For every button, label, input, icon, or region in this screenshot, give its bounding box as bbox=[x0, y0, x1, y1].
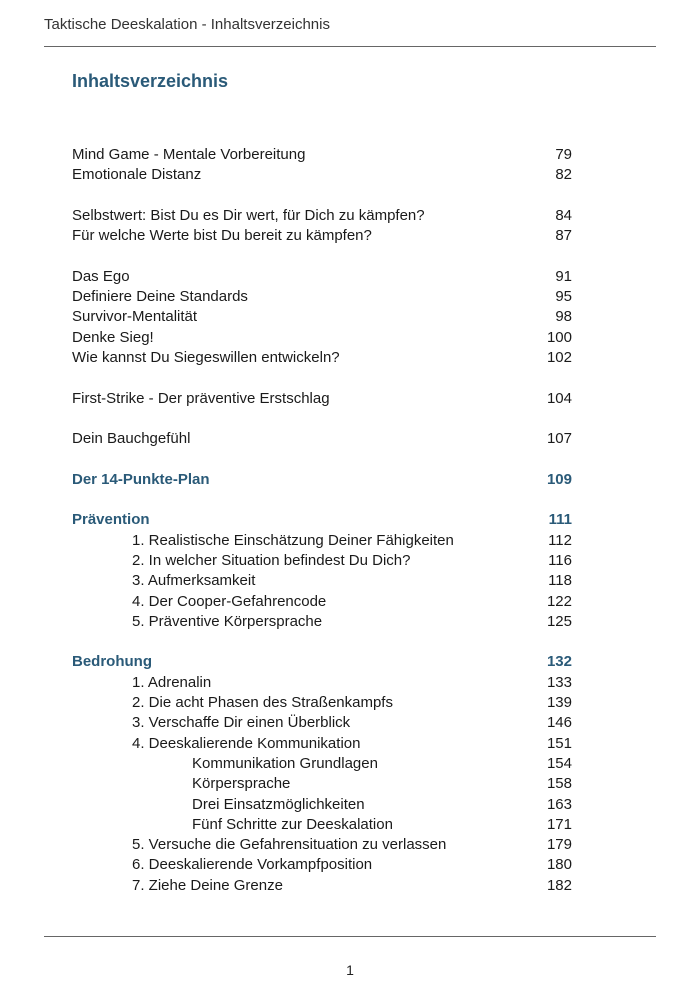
toc-entry[interactable] bbox=[72, 673, 572, 693]
toc-entry[interactable] bbox=[72, 795, 572, 815]
toc-entry-title: Das Ego bbox=[72, 267, 130, 285]
toc-entry[interactable] bbox=[72, 145, 572, 165]
toc-group-gap bbox=[72, 449, 572, 469]
toc-entry-page: 179 bbox=[546, 836, 572, 854]
toc-entry-page: 91 bbox=[555, 267, 572, 285]
toc-entry-page: 118 bbox=[548, 572, 572, 590]
toc-entry[interactable] bbox=[72, 754, 572, 774]
toc-entry-title: Kommunikation Grundlagen bbox=[192, 754, 378, 772]
toc-entry[interactable] bbox=[72, 835, 572, 855]
toc-entry-title: Denke Sieg! bbox=[72, 328, 154, 346]
toc-entry-title: 3. Verschaffe Dir einen Überblick bbox=[132, 714, 351, 732]
toc-entry-page: 163 bbox=[546, 795, 572, 813]
toc-entry[interactable] bbox=[72, 165, 572, 185]
toc-entry[interactable] bbox=[72, 855, 572, 875]
toc-entry[interactable] bbox=[72, 267, 572, 287]
toc-title: Inhaltsverzeichnis bbox=[72, 71, 229, 91]
toc-entry[interactable] bbox=[72, 713, 572, 733]
toc-entry-page: 95 bbox=[555, 288, 572, 306]
toc-entry-title: 6. Deeskalierende Vorkampfposition bbox=[132, 856, 373, 874]
toc-entry-title: 4. Der Cooper-Gefahrencode bbox=[132, 592, 327, 610]
toc-section-heading[interactable] bbox=[72, 510, 572, 530]
toc-entry[interactable] bbox=[72, 551, 572, 571]
toc-entry-title: Für welche Werte bist Du bereit zu kämpfen? bbox=[72, 227, 372, 245]
toc-entry-page: 154 bbox=[546, 754, 572, 772]
table-of-contents bbox=[72, 145, 572, 896]
toc-entry-title: Körpersprache bbox=[192, 775, 291, 793]
running-header: Taktische Deeskalation - Inhaltsverzeichnis bbox=[44, 16, 330, 33]
toc-entry-page: 180 bbox=[546, 856, 572, 874]
toc-group-gap bbox=[72, 368, 572, 388]
toc-entry-title: 1. Adrenalin bbox=[132, 673, 212, 691]
toc-entry-title: Der 14-Punkte-Plan bbox=[72, 470, 210, 488]
toc-group-gap bbox=[72, 186, 572, 206]
footer-divider bbox=[44, 936, 656, 937]
toc-entry-title: 5. Versuche die Gefahrensituation zu verlassen bbox=[132, 836, 447, 854]
toc-entry-page: 109 bbox=[546, 470, 572, 488]
toc-group-gap bbox=[72, 632, 572, 652]
page-number: 1 bbox=[346, 962, 354, 978]
toc-entry-page: 82 bbox=[555, 166, 572, 184]
toc-entry-page: 112 bbox=[548, 531, 572, 549]
toc-entry-page: 133 bbox=[546, 673, 572, 691]
toc-entry-page: 171 bbox=[546, 815, 572, 833]
toc-entry-title: Bedrohung bbox=[72, 653, 152, 671]
toc-entry-page: 132 bbox=[546, 653, 572, 671]
toc-entry[interactable] bbox=[72, 693, 572, 713]
toc-entry-title: 2. Die acht Phasen des Straßenkampfs bbox=[132, 694, 393, 712]
toc-entry-title: First-Strike - Der präventive Erstschlag bbox=[72, 389, 330, 407]
toc-group-gap bbox=[72, 409, 572, 429]
toc-entry[interactable] bbox=[72, 389, 572, 409]
toc-entry-title: Survivor-Mentalität bbox=[72, 308, 198, 326]
toc-entry[interactable] bbox=[72, 531, 572, 551]
toc-entry-title: 1. Realistische Einschätzung Deiner Fähigkeiten bbox=[132, 531, 454, 549]
toc-entry[interactable] bbox=[72, 571, 572, 591]
toc-entry-title: 5. Präventive Körpersprache bbox=[132, 612, 323, 630]
toc-group-gap bbox=[72, 490, 572, 510]
toc-entry-page: 87 bbox=[555, 227, 572, 245]
toc-entry[interactable] bbox=[72, 287, 572, 307]
toc-entry[interactable] bbox=[72, 734, 572, 754]
toc-entry-page: 151 bbox=[546, 734, 572, 752]
toc-entry-title: Drei Einsatzmöglichkeiten bbox=[192, 795, 365, 813]
toc-entry[interactable] bbox=[72, 592, 572, 612]
toc-entry-page: 100 bbox=[546, 328, 572, 346]
toc-section-heading[interactable] bbox=[72, 470, 572, 490]
toc-entry-page: 125 bbox=[546, 612, 572, 630]
toc-entry-page: 182 bbox=[546, 876, 572, 894]
toc-entry[interactable] bbox=[72, 206, 572, 226]
toc-entry[interactable] bbox=[72, 226, 572, 246]
toc-entry-page: 158 bbox=[546, 775, 572, 793]
toc-entry-title: 7. Ziehe Deine Grenze bbox=[132, 876, 283, 894]
toc-entry-title: Definiere Deine Standards bbox=[72, 288, 248, 306]
toc-entry[interactable] bbox=[72, 429, 572, 449]
toc-entry[interactable] bbox=[72, 876, 572, 896]
toc-entry-page: 79 bbox=[555, 146, 572, 163]
toc-entry-title: Fünf Schritte zur Deeskalation bbox=[192, 815, 393, 833]
toc-entry-title: Dein Bauchgefühl bbox=[72, 430, 191, 448]
toc-entry-page: 146 bbox=[546, 714, 572, 732]
toc-entry-title: 4. Deeskalierende Kommunikation bbox=[132, 734, 361, 752]
toc-entry-title: Prävention bbox=[72, 511, 150, 529]
toc-entry[interactable] bbox=[72, 328, 572, 348]
toc-entry-page: 116 bbox=[548, 551, 572, 569]
toc-entry-title: Mind Game - Mentale Vorbereitung bbox=[72, 146, 306, 163]
toc-entry-title: 2. In welcher Situation befindest Du Dich? bbox=[132, 551, 411, 569]
toc-group-gap bbox=[72, 246, 572, 266]
toc-entry-page: 104 bbox=[546, 389, 572, 407]
toc-entry-title: Emotionale Distanz bbox=[72, 166, 202, 184]
toc-entry-title: 3. Aufmerksamkeit bbox=[132, 572, 256, 590]
toc-entry-title: Selbstwert: Bist Du es Dir wert, für Dich zu kämpfen? bbox=[72, 206, 425, 224]
toc-section-heading[interactable] bbox=[72, 652, 572, 672]
toc-entry-page: 102 bbox=[546, 348, 572, 366]
toc-entry-page: 139 bbox=[546, 694, 572, 712]
toc-entry-page: 98 bbox=[555, 308, 572, 326]
toc-entry[interactable] bbox=[72, 774, 572, 794]
toc-entry[interactable] bbox=[72, 612, 572, 632]
header-divider bbox=[44, 46, 656, 47]
toc-entry-title: Wie kannst Du Siegeswillen entwickeln? bbox=[72, 348, 340, 366]
toc-entry[interactable] bbox=[72, 815, 572, 835]
toc-entry[interactable] bbox=[72, 307, 572, 327]
toc-entry-page: 107 bbox=[546, 430, 572, 448]
toc-entry-page: 111 bbox=[548, 511, 572, 529]
toc-entry[interactable] bbox=[72, 348, 572, 368]
toc-entry-page: 122 bbox=[546, 592, 572, 610]
toc-entry-page: 84 bbox=[555, 206, 572, 224]
